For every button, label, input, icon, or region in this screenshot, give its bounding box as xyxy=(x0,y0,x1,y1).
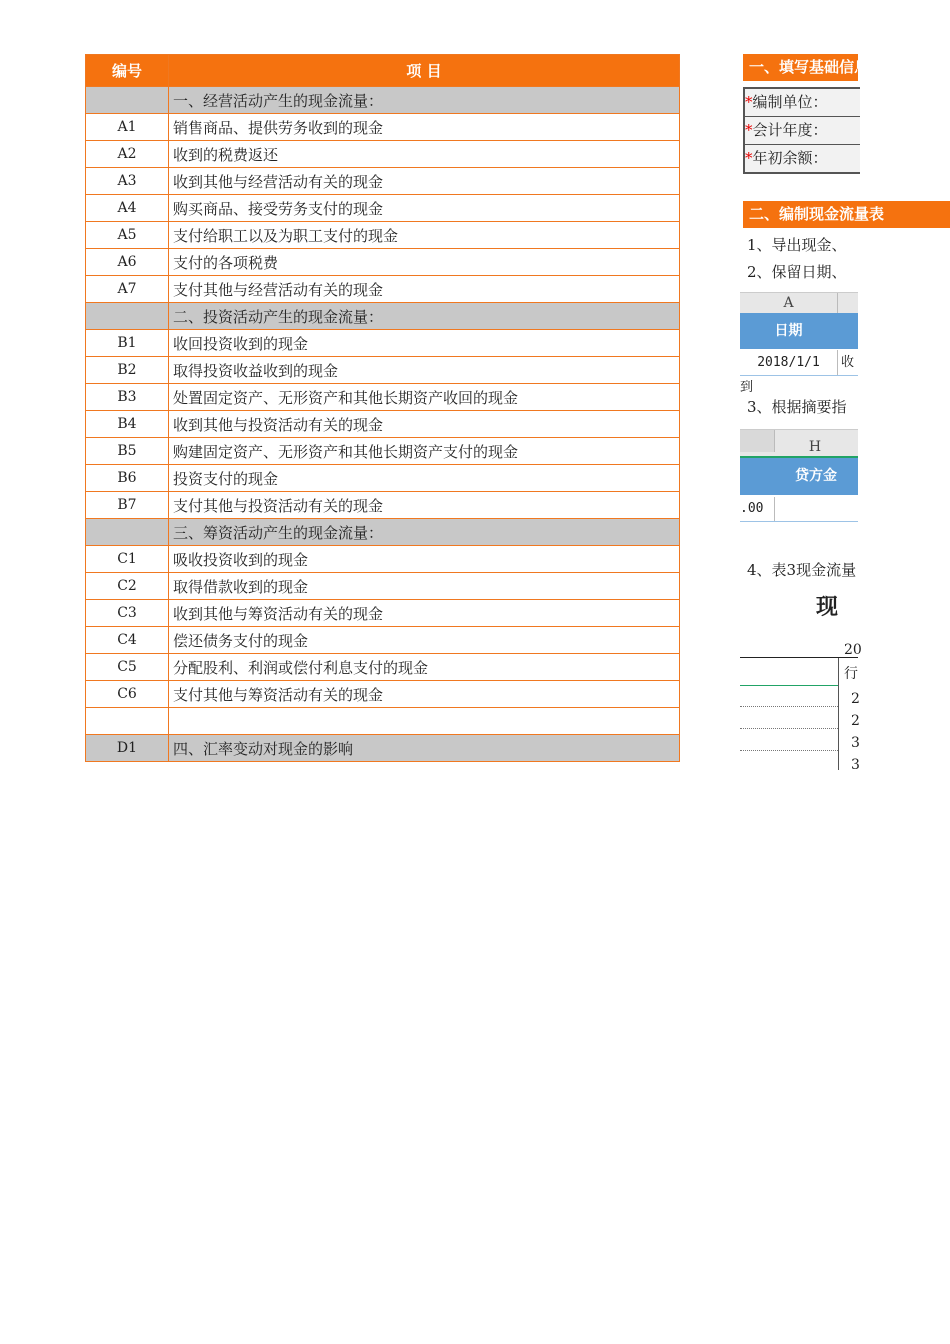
row-code: B3 xyxy=(86,384,169,411)
row-code: B4 xyxy=(86,411,169,438)
blank-col xyxy=(740,430,775,452)
row-code: A6 xyxy=(86,249,169,276)
field-balance-label: 年初余额： xyxy=(752,149,828,167)
row-code xyxy=(86,87,169,114)
row-code: A7 xyxy=(86,276,169,303)
table-row xyxy=(86,330,680,357)
row-item: 四、汇率变动对现金的影响 xyxy=(169,735,680,762)
row-item: 收到的税费返还 xyxy=(169,141,680,168)
row-item: 购建固定资产、无形资产和其他长期资产支付的现金 xyxy=(169,438,680,465)
table-row xyxy=(86,168,680,195)
report-dotted-rule xyxy=(740,728,838,729)
header-code: 编号 xyxy=(86,55,169,87)
row-item: 取得借款收到的现金 xyxy=(169,573,680,600)
row-item: 吸收投资收到的现金 xyxy=(169,546,680,573)
row-item: 收到其他与经营活动有关的现金 xyxy=(169,168,680,195)
table-row xyxy=(86,627,680,654)
line-number: 2 xyxy=(851,691,860,707)
section2-title: 二、编制现金流量表 xyxy=(743,201,950,228)
report-year: 20 xyxy=(844,642,862,658)
report-dotted-rule xyxy=(740,706,838,707)
row-item: 销售商品、提供劳务收到的现金 xyxy=(169,114,680,141)
example-grid-1-header xyxy=(740,313,858,349)
row-code: B5 xyxy=(86,438,169,465)
row-item: 二、投资活动产生的现金流量： xyxy=(169,303,680,330)
example-amount: .00 xyxy=(740,497,775,521)
report-header-rule xyxy=(740,685,838,686)
row-item: 取得投资收益收到的现金 xyxy=(169,357,680,384)
section-row xyxy=(86,735,680,762)
table-row xyxy=(86,546,680,573)
report-dotted-rule xyxy=(740,750,838,751)
row-code: C4 xyxy=(86,627,169,654)
row-code: A1 xyxy=(86,114,169,141)
section-row xyxy=(86,87,680,114)
row-code: A4 xyxy=(86,195,169,222)
example-grid-2-header xyxy=(740,458,858,495)
row-code xyxy=(86,708,169,735)
table-row xyxy=(86,573,680,600)
row-code: B1 xyxy=(86,330,169,357)
required-star: * xyxy=(745,121,753,139)
row-item: 支付其他与投资活动有关的现金 xyxy=(169,492,680,519)
field-year-label: 会计年度： xyxy=(752,121,828,139)
table-row xyxy=(86,465,680,492)
col-letter-a: A xyxy=(740,293,838,313)
row-item: 处置固定资产、无形资产和其他长期资产收回的现金 xyxy=(169,384,680,411)
table-row xyxy=(86,654,680,681)
report-title: 现 xyxy=(816,595,839,620)
row-item xyxy=(169,708,680,735)
row-code: C6 xyxy=(86,681,169,708)
table-row xyxy=(86,492,680,519)
example-grid-1-colheader xyxy=(740,292,858,313)
table-row xyxy=(86,600,680,627)
required-star: * xyxy=(745,93,753,111)
row-code xyxy=(86,519,169,546)
row-item: 三、筹资活动产生的现金流量： xyxy=(169,519,680,546)
table-row xyxy=(86,438,680,465)
row-code: B2 xyxy=(86,357,169,384)
report-top-rule xyxy=(740,657,858,658)
row-item: 支付给职工以及为职工支付的现金 xyxy=(169,222,680,249)
row-item: 分配股利、利润或偿付利息支付的现金 xyxy=(169,654,680,681)
row-item: 投资支付的现金 xyxy=(169,465,680,492)
row-item: 偿还债务支付的现金 xyxy=(169,627,680,654)
step-2: 2、保留日期、 xyxy=(747,263,847,281)
table-row xyxy=(86,681,680,708)
table-row xyxy=(86,141,680,168)
example-grid-1-row xyxy=(740,350,858,395)
example-summary: 收到 xyxy=(740,355,855,395)
table-row xyxy=(86,276,680,303)
row-item: 收到其他与筹资活动有关的现金 xyxy=(169,600,680,627)
date-header: 日期 xyxy=(774,323,803,339)
cash-flow-items-table xyxy=(85,54,680,762)
line-number: 2 xyxy=(851,713,860,729)
step-1: 1、导出现金、 xyxy=(747,236,847,254)
step-4: 4、表3现金流量 xyxy=(747,561,857,579)
table-row xyxy=(86,411,680,438)
instructions-panel-clip xyxy=(740,0,870,800)
table-row xyxy=(86,195,680,222)
table-row xyxy=(86,384,680,411)
line-number: 3 xyxy=(851,757,860,773)
row-code xyxy=(86,303,169,330)
row-code: B6 xyxy=(86,465,169,492)
row-item: 收到其他与投资活动有关的现金 xyxy=(169,411,680,438)
row-code: C5 xyxy=(86,654,169,681)
row-item: 一、经营活动产生的现金流量： xyxy=(169,87,680,114)
field-unit[interactable] xyxy=(745,89,860,117)
table-header-row xyxy=(86,55,680,87)
example-date: 2018/1/1 xyxy=(740,350,838,375)
section-row xyxy=(86,519,680,546)
line-number: 3 xyxy=(851,735,860,751)
step-3: 3、根据摘要指 xyxy=(747,398,847,416)
row-code: A3 xyxy=(86,168,169,195)
col-letter-h: H xyxy=(808,439,822,455)
table-row xyxy=(86,708,680,735)
row-item: 支付其他与经营活动有关的现金 xyxy=(169,276,680,303)
table-row xyxy=(86,114,680,141)
row-code: A2 xyxy=(86,141,169,168)
example-grid-2-colheader xyxy=(740,429,858,459)
row-item: 收回投资收到的现金 xyxy=(169,330,680,357)
row-code: D1 xyxy=(86,735,169,762)
row-code: A5 xyxy=(86,222,169,249)
row-item: 购买商品、接受劳务支付的现金 xyxy=(169,195,680,222)
field-unit-label: 编制单位： xyxy=(752,93,828,111)
row-code: B7 xyxy=(86,492,169,519)
section1-title: 一、填写基础信息 xyxy=(743,54,858,81)
row-code: C2 xyxy=(86,573,169,600)
section-row xyxy=(86,303,680,330)
row-code: C3 xyxy=(86,600,169,627)
table-row xyxy=(86,357,680,384)
row-item: 支付的各项税费 xyxy=(169,249,680,276)
credit-header: 贷方金 xyxy=(795,468,837,484)
report-line-numbers xyxy=(851,688,860,776)
example-grid-2-row xyxy=(740,497,858,522)
table-row xyxy=(86,222,680,249)
row-item: 支付其他与筹资活动有关的现金 xyxy=(169,681,680,708)
field-year[interactable] xyxy=(745,117,860,145)
header-item: 项 目 xyxy=(169,55,680,87)
row-code: C1 xyxy=(86,546,169,573)
required-star: * xyxy=(745,149,753,167)
basic-info-fields xyxy=(743,87,860,174)
table-row xyxy=(86,249,680,276)
report-col-divider xyxy=(838,658,840,770)
report-line-label: 行 xyxy=(844,666,858,682)
field-balance[interactable] xyxy=(745,145,860,172)
